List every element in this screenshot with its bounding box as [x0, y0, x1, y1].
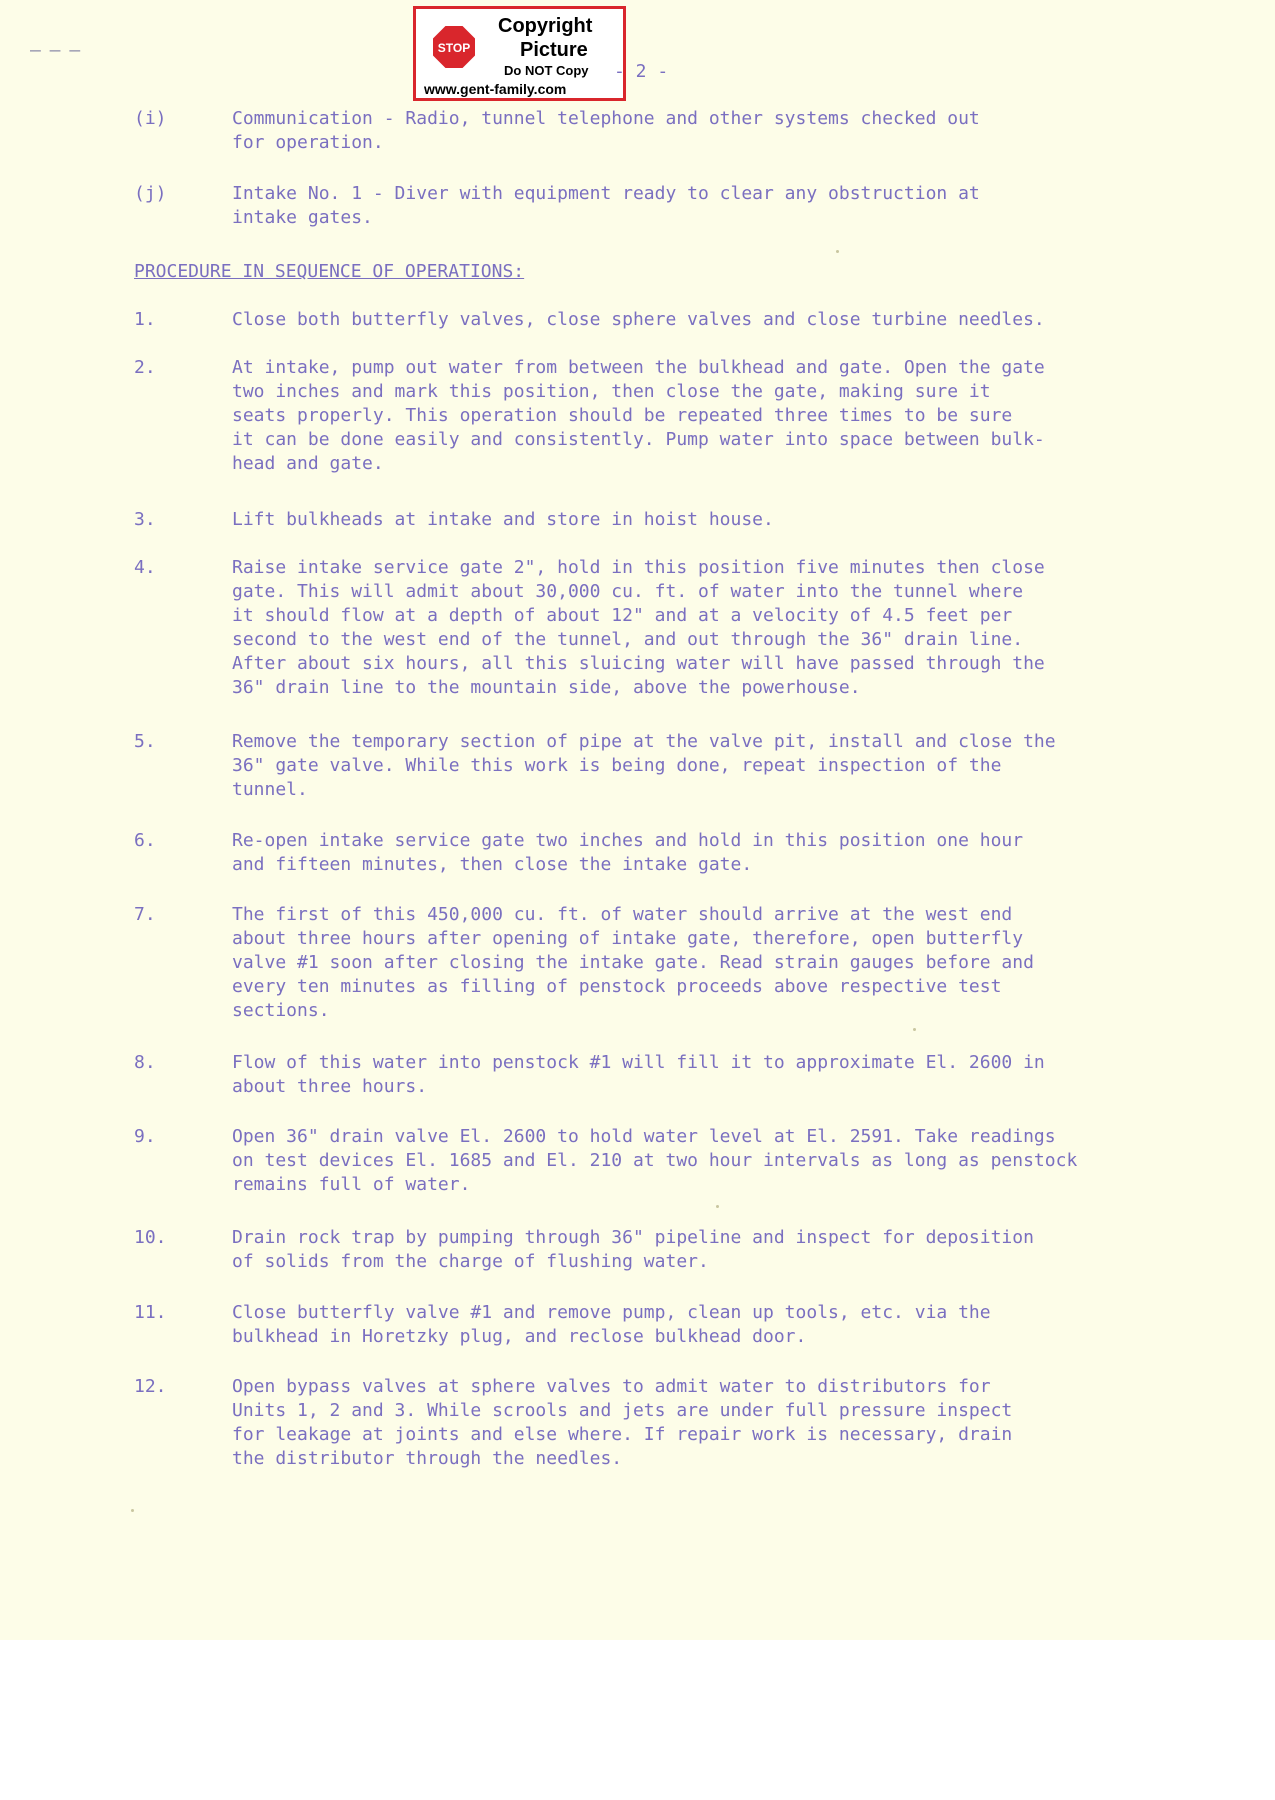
item-text: [232, 1226, 1034, 1274]
text-line: After about six hours, all this sluicing water will have passed through the: [232, 653, 1045, 674]
stop-sign-text: STOP: [437, 41, 471, 55]
watermark-line-3: Do NOT Copy: [504, 63, 589, 78]
scratch-mark: — — —: [30, 40, 80, 61]
text-line: head and gate.: [232, 453, 384, 474]
text-line: tunnel.: [232, 779, 308, 800]
text-line: Re-open intake service gate two inches and hold in this position one hour: [232, 830, 1024, 851]
item-text: [232, 1375, 1012, 1471]
text-line: on test devices El. 1685 and El. 210 at two hour intervals as long as penstock: [232, 1150, 1078, 1171]
text-line: it can be done easily and consistently. Pump water into space between bulk-: [232, 429, 1045, 450]
item-text: [232, 356, 1045, 476]
text-line: 36" gate valve. While this work is being done, repeat inspection of the: [232, 755, 1002, 776]
item-text: [232, 1301, 991, 1349]
text-line: Close butterfly valve #1 and remove pump, clean up tools, etc. via the: [232, 1302, 991, 1323]
item-text: [232, 556, 1045, 700]
text-line: for leakage at joints and else where. If repair work is necessary, drain: [232, 1424, 1013, 1445]
text-line: Intake No. 1 - Diver with equipment ready to clear any obstruction at: [232, 183, 980, 204]
item-label: 6.: [134, 830, 156, 851]
text-line: the distributor through the needles.: [232, 1448, 623, 1469]
text-line: every ten minutes as filling of penstock proceeds above respective test: [232, 976, 1002, 997]
text-line: gate. This will admit about 30,000 cu. ft. of water into the tunnel where: [232, 581, 1024, 602]
text-line: 36" drain line to the mountain side, above the powerhouse.: [232, 677, 861, 698]
text-line: sections.: [232, 1000, 330, 1021]
item-text: [232, 182, 980, 230]
text-line: about three hours.: [232, 1076, 428, 1097]
page-number: - 2 -: [614, 61, 669, 82]
item-label: 5.: [134, 731, 156, 752]
text-line: Lift bulkheads at intake and store in hoist house.: [232, 509, 774, 530]
text-line: Flow of this water into penstock #1 will fill it to approximate El. 2600 in: [232, 1052, 1045, 1073]
text-line: for operation.: [232, 132, 384, 153]
item-text: [232, 1125, 1077, 1197]
watermark-line-2: Picture: [520, 39, 588, 61]
item-label: 1.: [134, 309, 156, 330]
text-line: valve #1 soon after closing the intake gate. Read strain gauges before and: [232, 952, 1034, 973]
item-label: 8.: [134, 1052, 156, 1073]
item-label: 11.: [134, 1302, 167, 1323]
copyright-watermark: [413, 6, 626, 101]
text-line: two inches and mark this position, then close the gate, making sure it: [232, 381, 991, 402]
text-line: and fifteen minutes, then close the intake gate.: [232, 854, 753, 875]
item-text: [232, 730, 1056, 802]
text-line: Raise intake service gate 2", hold in this position five minutes then close: [232, 557, 1045, 578]
text-line: Remove the temporary section of pipe at the valve pit, install and close the: [232, 731, 1056, 752]
item-label: 7.: [134, 904, 156, 925]
item-text: [232, 308, 1045, 332]
text-line: second to the west end of the tunnel, and out through the 36" drain line.: [232, 629, 1024, 650]
text-line: Units 1, 2 and 3. While scrools and jets are under full pressure inspect: [232, 1400, 1013, 1421]
item-label: (j): [134, 183, 167, 204]
item-text: [232, 107, 980, 155]
item-label: 12.: [134, 1376, 167, 1397]
text-line: Drain rock trap by pumping through 36" pipeline and inspect for deposition: [232, 1227, 1034, 1248]
text-line: At intake, pump out water from between the bulkhead and gate. Open the gate: [232, 357, 1045, 378]
item-text: [232, 1051, 1045, 1099]
text-line: Close both butterfly valves, close sphere valves and close turbine needles.: [232, 309, 1045, 330]
item-label: 9.: [134, 1126, 156, 1147]
text-line: bulkhead in Horetzky plug, and reclose bulkhead door.: [232, 1326, 807, 1347]
item-text: [232, 829, 1023, 877]
section-heading: PROCEDURE IN SEQUENCE OF OPERATIONS:: [134, 261, 525, 282]
text-line: about three hours after opening of intake gate, therefore, open butterfly: [232, 928, 1024, 949]
watermark-url: www.gent-family.com: [424, 81, 567, 97]
item-text: [232, 903, 1034, 1023]
text-line: Open 36" drain valve El. 2600 to hold water level at El. 2591. Take readings: [232, 1126, 1056, 1147]
text-line: remains full of water.: [232, 1174, 471, 1195]
item-label: 4.: [134, 557, 156, 578]
item-text: [232, 508, 774, 532]
item-label: 2.: [134, 357, 156, 378]
text-line: Communication - Radio, tunnel telephone and other systems checked out: [232, 108, 980, 129]
text-line: intake gates.: [232, 207, 373, 228]
item-label: (i): [134, 108, 167, 129]
watermark-line-1: Copyright: [498, 15, 593, 37]
text-line: seats properly. This operation should be repeated three times to be sure: [232, 405, 1013, 426]
text-line: of solids from the charge of flushing water.: [232, 1251, 709, 1272]
text-line: Open bypass valves at sphere valves to admit water to distributors for: [232, 1376, 991, 1397]
text-line: it should flow at a depth of about 12" and at a velocity of 4.5 feet per: [232, 605, 1013, 626]
text-line: The first of this 450,000 cu. ft. of water should arrive at the west end: [232, 904, 1013, 925]
stop-sign-icon: [432, 25, 476, 69]
item-label: 3.: [134, 509, 156, 530]
item-label: 10.: [134, 1227, 167, 1248]
